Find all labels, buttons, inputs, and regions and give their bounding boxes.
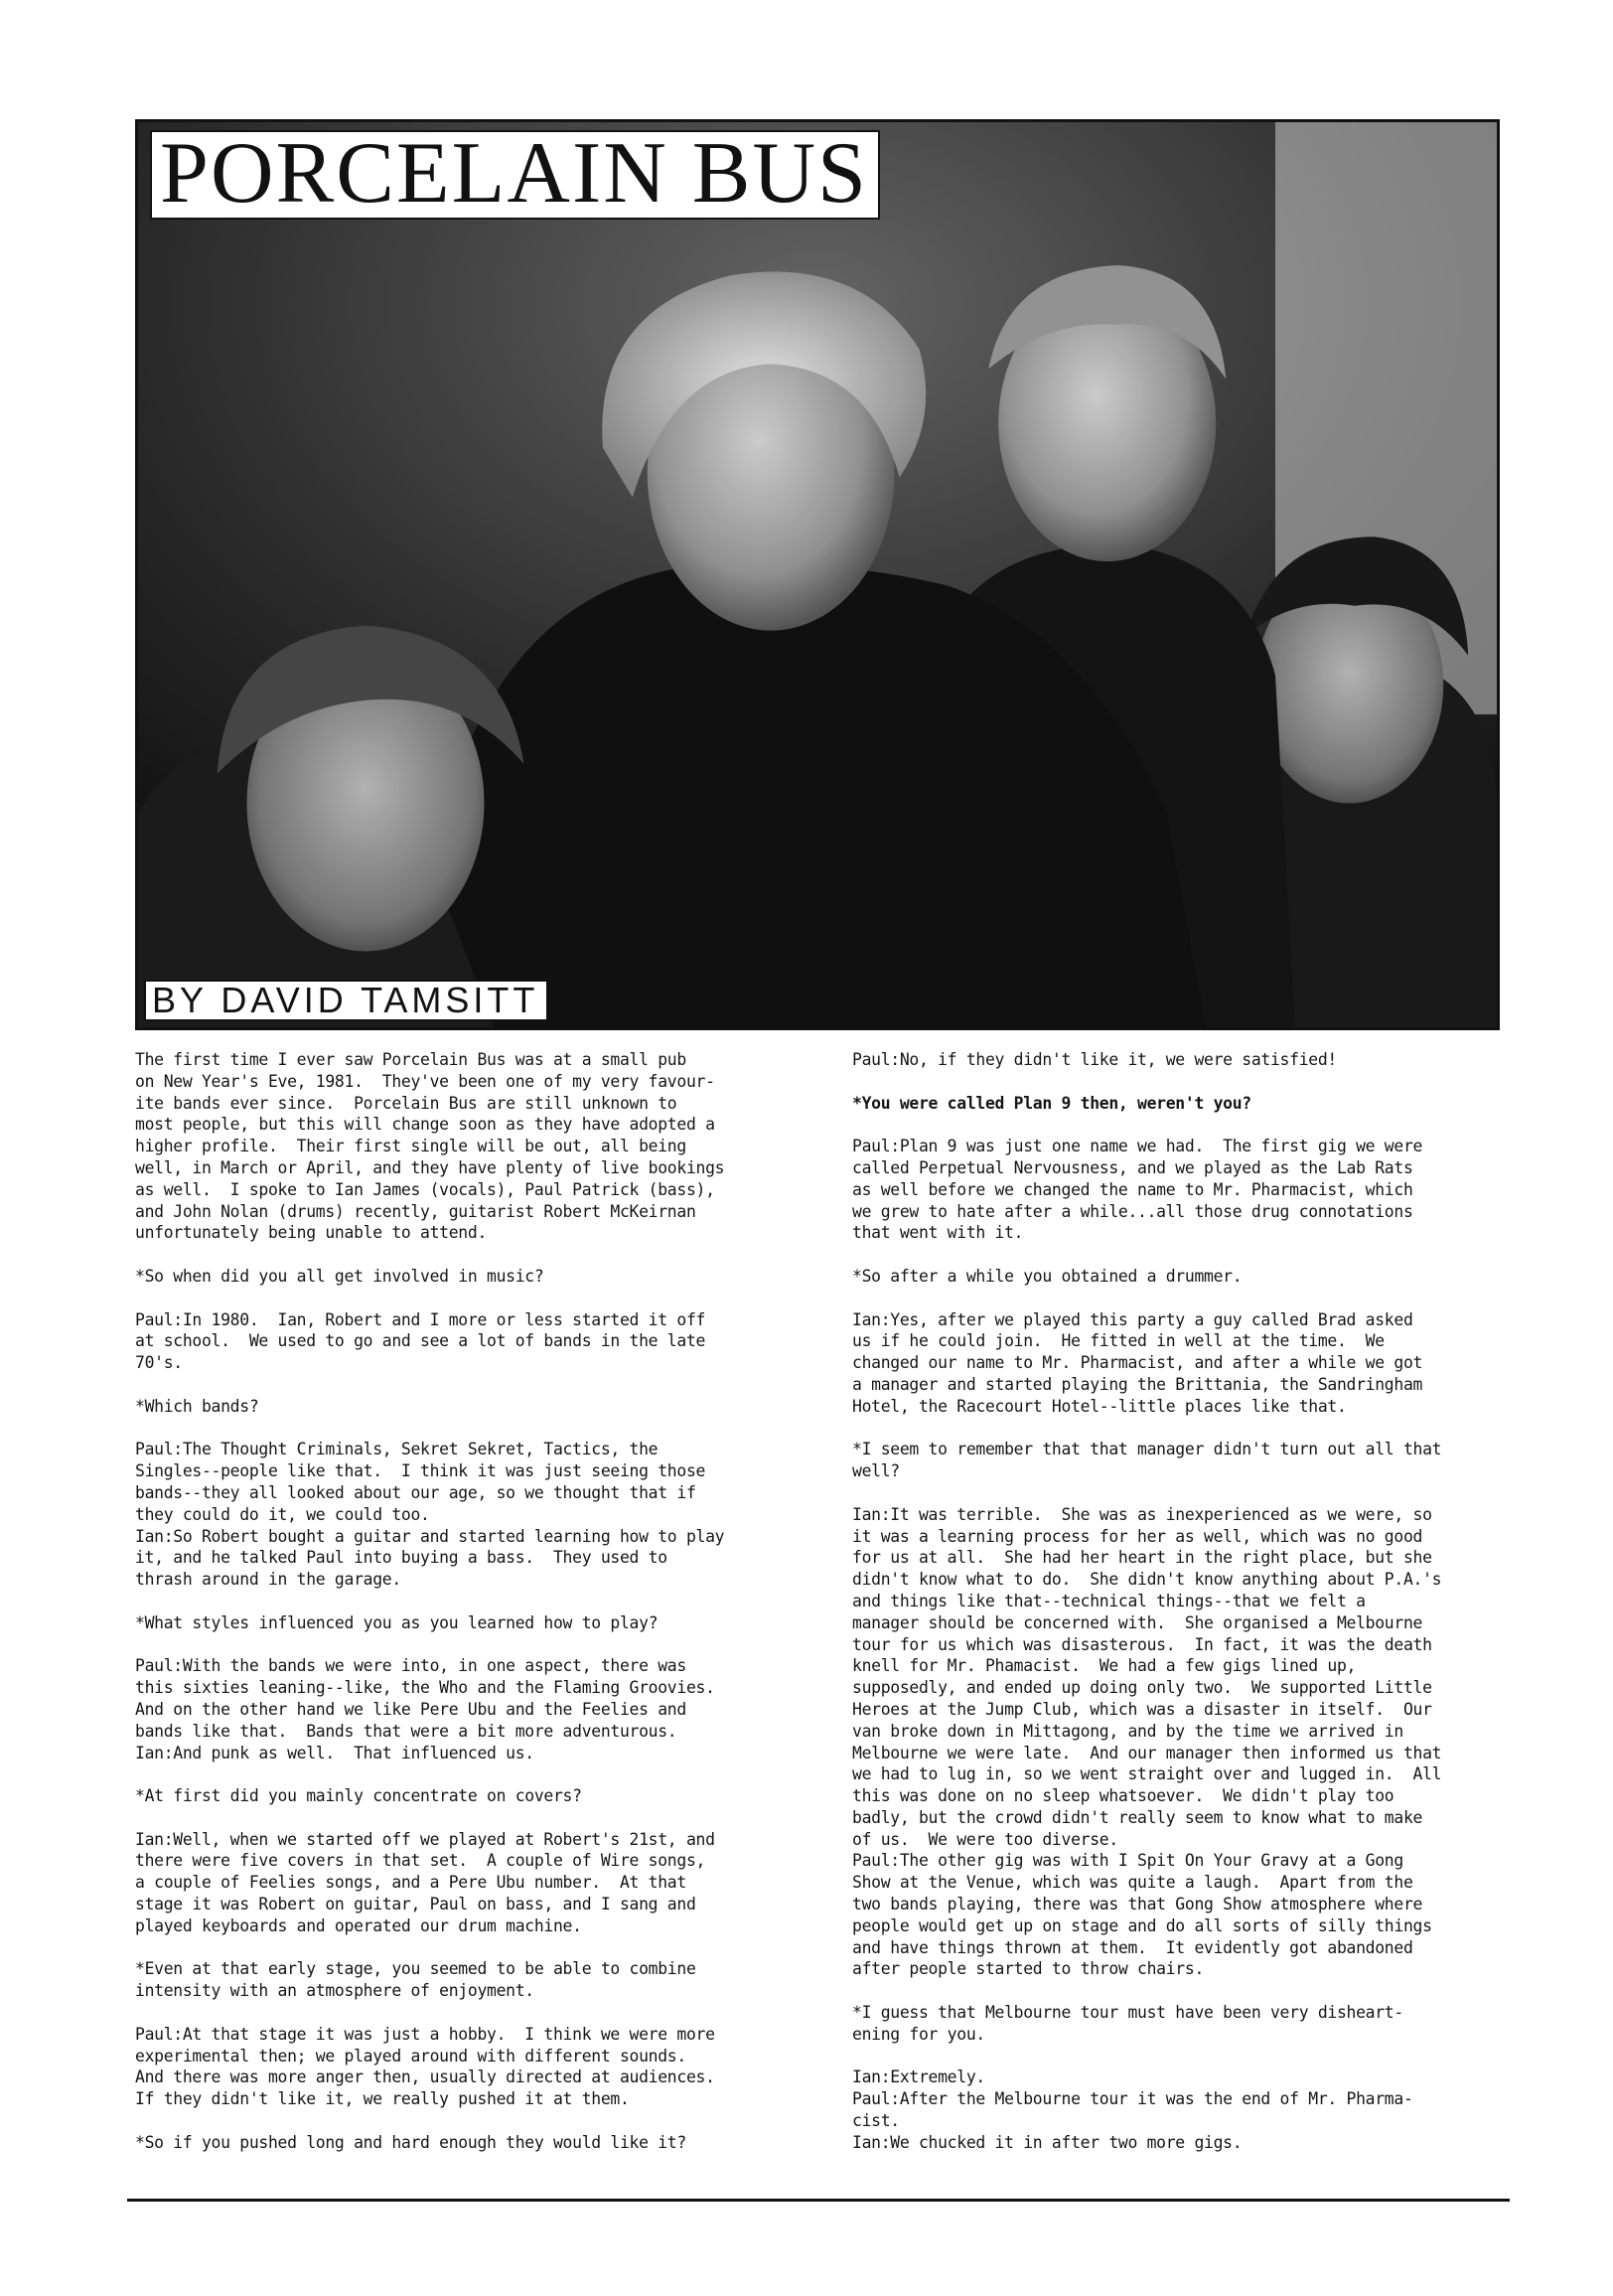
interview-answer: Paul:No, if they didn't like it, we were satisfied!: [852, 1050, 1337, 1069]
interview-answer: Paul:At that stage it was just a hobby. I think we were more experimental then; we played around with different sounds. And there was more anger then, usually directed at audiences. If they didn't like it, we really pushed it at them.: [135, 2024, 715, 2109]
interview-question: *So after a while you obtained a drummer.: [852, 1266, 1243, 1286]
interview-answer: Paul:Plan 9 was just one name we had. The first gig we were called Perpetual Nervousness, and we played as the Lab Rats as well before we changed the name to Mr. Pharmacist, which we grew to hate after a while...all those drug connotations that went with it.: [852, 1137, 1423, 1243]
interview-answer: Paul:With the bands we were into, in one aspect, there was this sixties leaning--like, the Who and the Flaming Groovies. And on the other hand we like Pere Ubu and the Feelies and bands like that. Bands that were a bit more adventurous. Ian:And punk as well. That influenced us.: [135, 1656, 715, 1762]
bottom-rule: [127, 2199, 1510, 2202]
interview-question: *So when did you all get involved in music?: [135, 1266, 544, 1286]
band-photo: [135, 119, 1500, 1030]
interview-question: *I guess that Melbourne tour must have been very disheart- ening for you.: [852, 2003, 1403, 2044]
interview-question: *So if you pushed long and hard enough they would like it?: [135, 2132, 686, 2152]
interview-question: *At first did you mainly concentrate on covers?: [135, 1786, 582, 1806]
interview-answer: Ian:It was terrible. She was as inexperienced as we were, so it was a learning process for her as well, which was no good for us at all. She had her heart in the right place, but she didn't know what to do. She didn't know anything about P.A.'s and things like that--technical things--that we felt a manager should be concerned with. She organised a Melbourne tour for us which was disasterous. In fact, it was the death knell for Mr. Phamacist. We had a few gigs lined up, supposedly, and ended up doing only two. We supported Little Heroes at the Jump Club, which was a disaster in itself. Our van broke down in Mittagong, and by the time we arrived in Melbourne we were late. And our manager then informed us that we had to lug in, so we went straight over and lugged in. All this was done on no sleep whatsoever. We didn't play too badly, but the crowd didn't really seem to know what to make of us. We were too diverse. Paul:The other gig was with I Spit On Your Gravy at a Gong Show at the Venue, which was quite a laugh. Apart from the two bands playing, there was that Gong Show atmosphere where people would get up on stage and do all sorts of silly things and have things thrown at them. It evidently got abandoned after people started to throw chairs.: [852, 1504, 1442, 1979]
interview-question: *I seem to remember that that manager didn't turn out all that well?: [852, 1440, 1442, 1481]
interview-question: *What styles influenced you as you learned how to play?: [135, 1612, 659, 1632]
article-title: PORCELAIN BUS: [150, 130, 880, 220]
interview-answer: Paul:The Thought Criminals, Sekret Sekret, Tactics, the Singles--people like that. I think it was just seeing those bands--they all looked about our age, so we thought that if they could do it, we could too. Ian:So Robert bought a guitar and started learning how to play it, and he talked Paul into buying a bass. They used to thrash around in the garage.: [135, 1440, 725, 1590]
article-column-left: [135, 1049, 820, 2154]
byline: BY DAVID TAMSITT: [144, 980, 548, 1021]
interview-question: *Even at that early stage, you seemed to be able to combine intensity with an atmosphere of enjoyment.: [135, 1959, 696, 2001]
interview-question: *You were called Plan 9 then, weren't you?: [852, 1093, 1251, 1113]
interview-answer: Ian:Well, when we started off we played at Robert's 21st, and there were five covers in that set. A couple of Wire songs, a couple of Feelies songs, and a Pere Ubu number. At that stage it was Robert on guitar, Paul on bass, and I sang and played keyboards and operated our drum machine.: [135, 1829, 715, 1935]
band-photo-illustration: [138, 122, 1497, 1027]
intro-paragraph: The first time I ever saw Porcelain Bus was at a small pub on New Year's Eve, 1981. They've been one of my very favour- ite bands ever since. Porcelain Bus are still unknown to most people, but this will change soon as they have adopted a higher profile. Their first single will be out, all being well, in March or April, and they have plenty of live bookings as well. I spoke to Ian James (vocals), Paul Patrick (bass), and John Nolan (drums) recently, guitarist Robert McKeirnan unfortunately being unable to attend.: [135, 1050, 725, 1243]
interview-answer: Paul:In 1980. Ian, Robert and I more or less started it off at school. We used to go and see a lot of bands in the late 70's.: [135, 1309, 706, 1373]
interview-answer: Ian:Extremely. Paul:After the Melbourne tour it was the end of Mr. Pharma- cist. Ian:We chucked it in after two more gigs.: [852, 2067, 1413, 2152]
interview-answer: Ian:Yes, after we played this party a guy called Brad asked us if he could join. He fitted in well at the time. We changed our name to Mr. Pharmacist, and after a while we got a manager and started playing the Brittania, the Sandringham Hotel, the Racecourt Hotel--little places like that.: [852, 1309, 1423, 1416]
article-column-right: [852, 1049, 1538, 2154]
interview-question: *Which bands?: [135, 1396, 259, 1416]
